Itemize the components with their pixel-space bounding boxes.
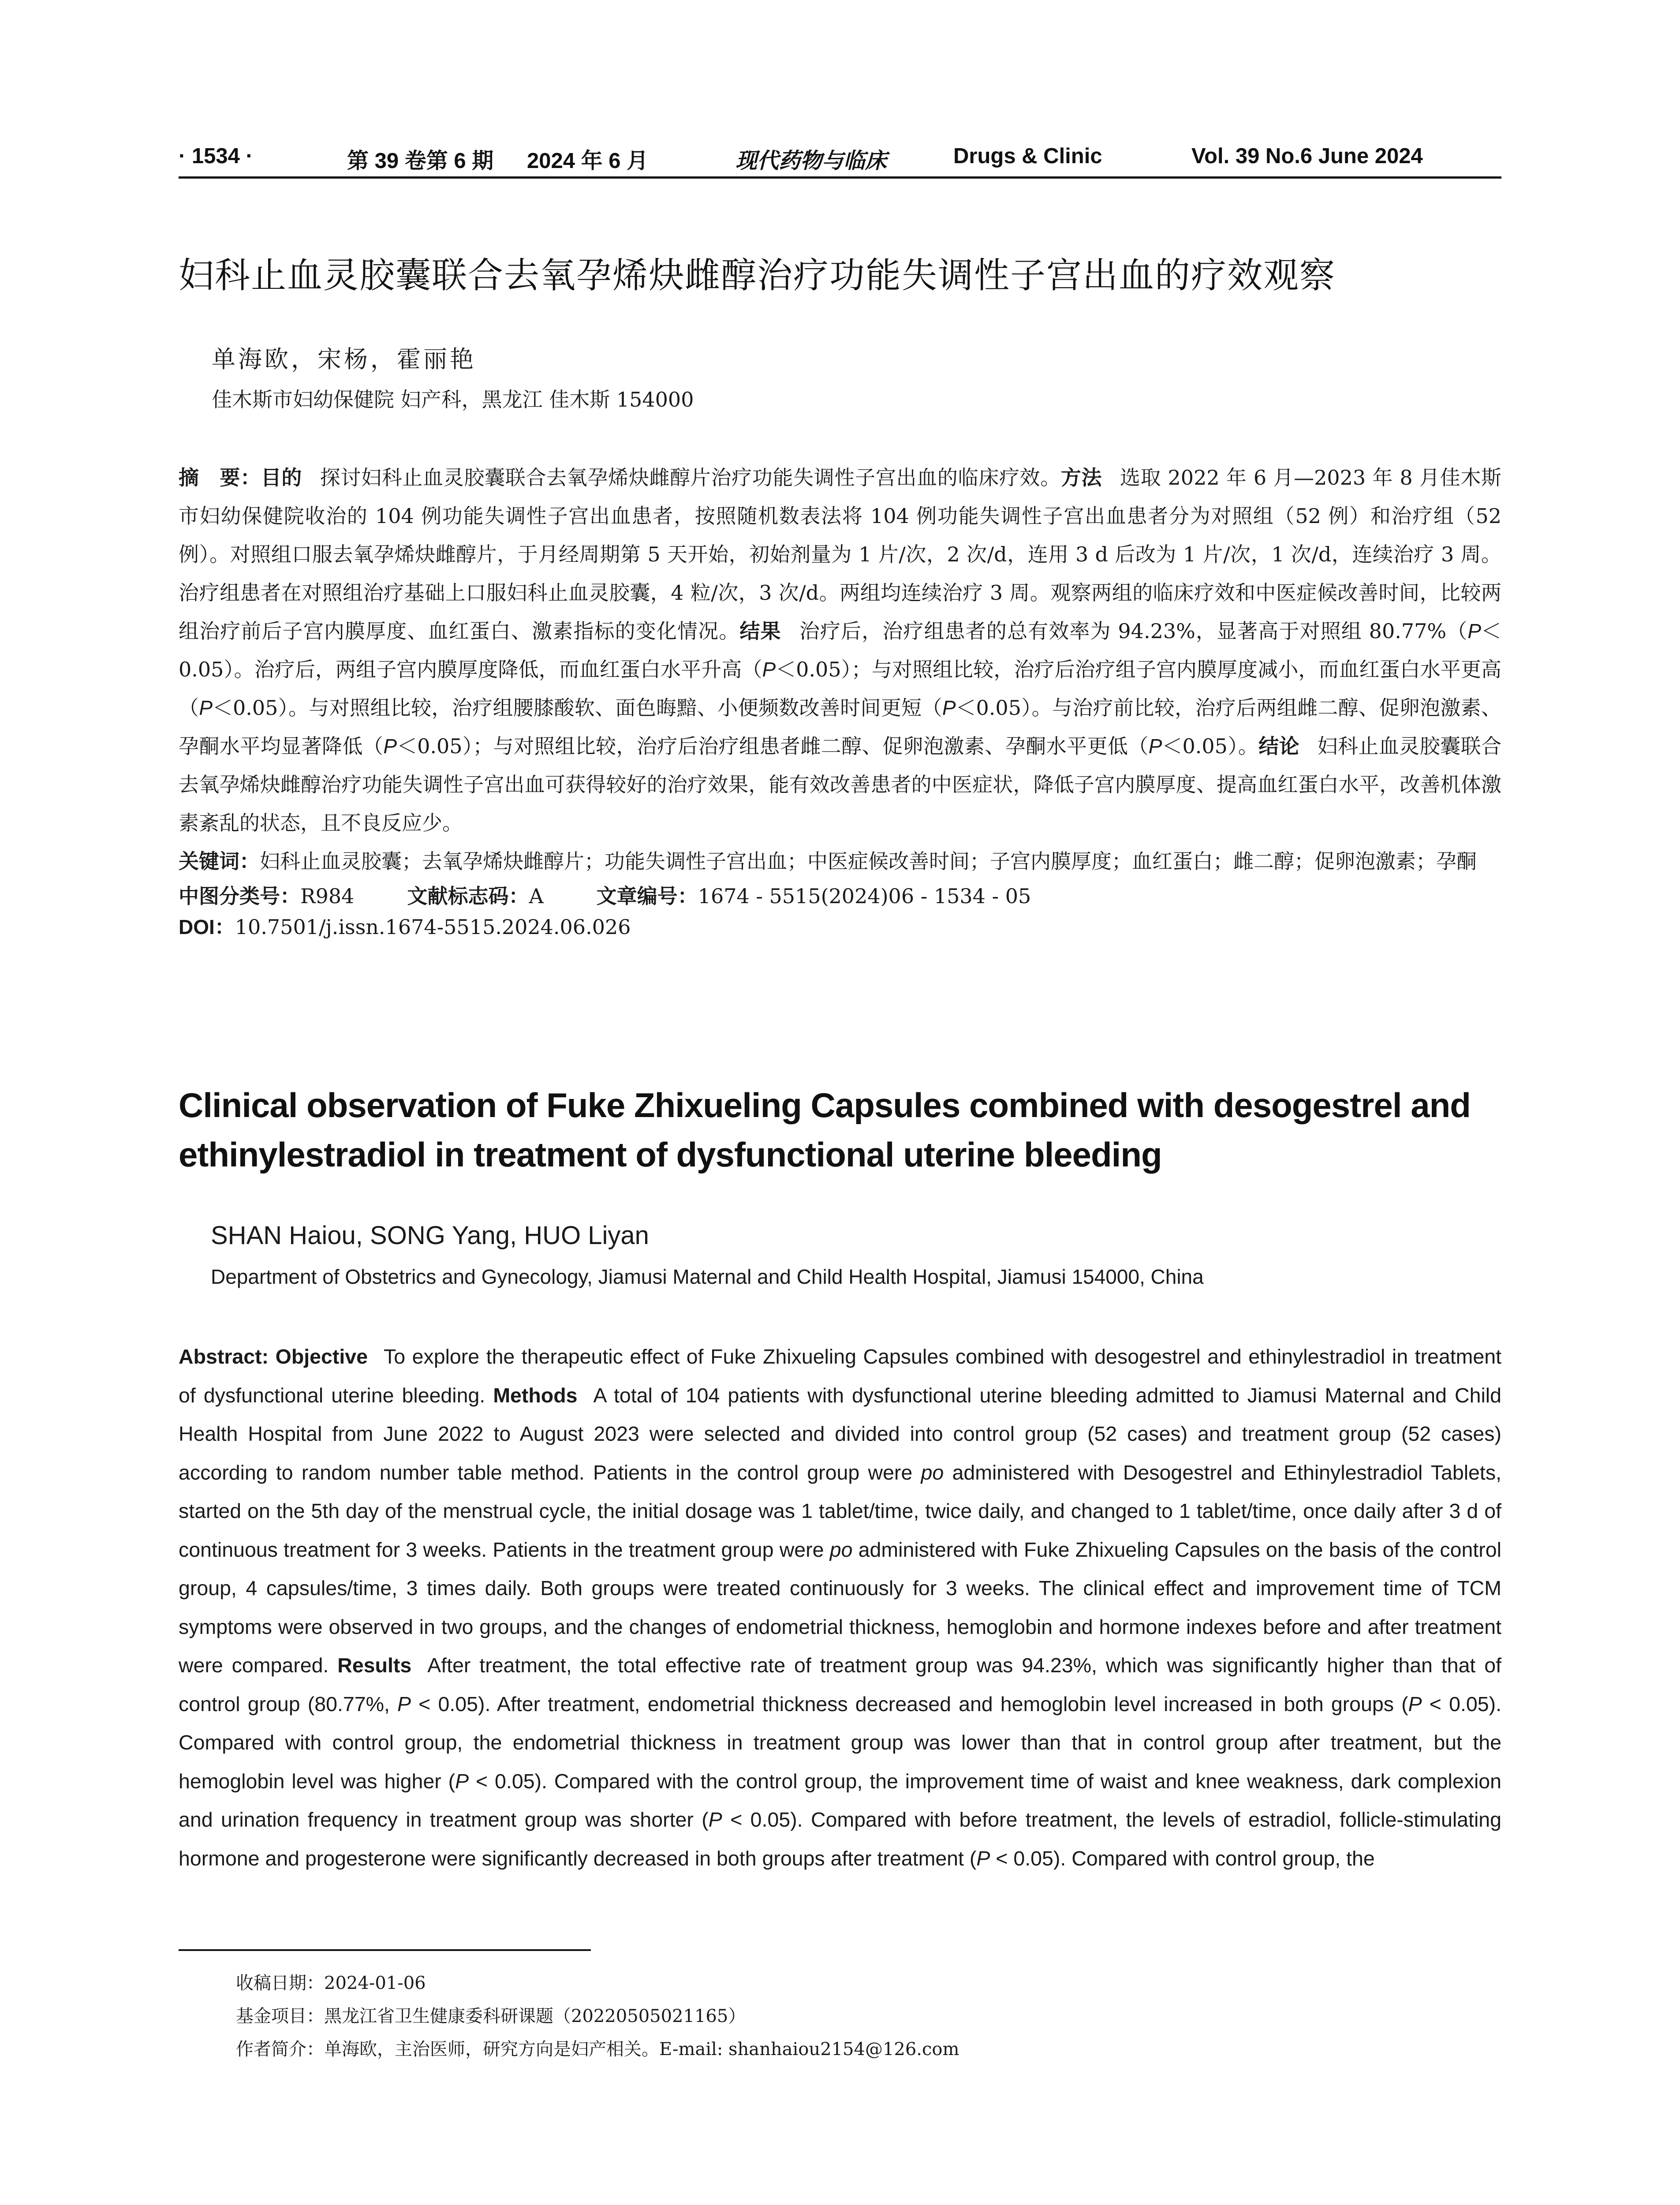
author-bio-label: 作者简介：	[236, 2040, 324, 2059]
objective-text-cn: 探讨妇科止血灵胶囊联合去氧孕烯炔雌醇片治疗功能失调性子宫出血的临床疗效。	[320, 466, 1061, 490]
authors-en: SHAN Haiou, SONG Yang, HUO Liyan	[211, 1221, 649, 1250]
abstract-label-en: Abstract:	[179, 1345, 269, 1368]
clc-value: R984	[300, 884, 355, 908]
keywords-text-cn: 妇科止血灵胶囊；去氧孕烯炔雌醇片；功能失调性子宫出血；中医症候改善时间；子宫内膜厚度；血红蛋白；雌二醇；促卵泡激素；孕酮	[260, 849, 1477, 873]
abstract-label-cn: 摘 要：	[179, 466, 261, 489]
doi-line	[179, 912, 1501, 942]
results-text-en: After treatment, the total effective rate of treatment group was 94.23%, which was significantly higher than that of control group (80.77%, P < 0.05). After treatment, endometrial thickness decreased and hemoglobin level increased in both groups (P < 0.05). Compared with control group, the endometrial thickness in treatment group was lower than that in control group after treatment, but the hemoglobin level was higher (P < 0.05). Compared with the control group, the improvement time of waist and knee weakness, dark complexion and urination frequency in treatment group was shorter (P < 0.05). Compared with before treatment, the levels of estradiol, follicle-stimulating hormone and progesterone were significantly decreased in both groups after treatment (P < 0.05). Compared with control group, the	[179, 1654, 1502, 1870]
received-label: 收稿日期：	[236, 1973, 324, 1993]
journal-name-cn: 现代药物与临床	[735, 148, 887, 173]
date-cn: 2024 年 6 月	[527, 149, 649, 173]
clc-label: 中图分类号：	[179, 885, 300, 908]
methods-text-en: A total of 104 patients with dysfunctional uterine bleeding admitted to Jiamusi Maternal and Child Health Hospital from June 2022 to August 2023 were selected and divided into control group (52 cases) and treatment group (52 cases) according to random number table method. Patients in the control group were po administered with Desogestrel and Ethinylestradiol Tablets, started on the 5th day of the menstrual cycle, the initial dosage was 1 tablet/time, twice daily, and changed to 1 tablet/time, once daily after 3 d of continuous treatment for 3 weeks. Patients in the treatment group were po administered with Fuke Zhixueling Capsules on the basis of the control group, 4 capsules/time, 3 times daily. Both groups were treated continuously for 3 weeks. The clinical effect and improvement time of TCM symptoms were observed in two groups, and the changes of endometrial thickness, hemoglobin and hormone indexes before and after treatment were compared.	[179, 1383, 1501, 1677]
header-rule	[179, 176, 1501, 179]
methods-label-cn: 方法	[1060, 466, 1102, 489]
author-bio	[236, 2033, 959, 2066]
abstract-cn-body	[179, 459, 1501, 842]
fund-value: 黑龙江省卫生健康委科研课题（20220505021165）	[324, 2006, 746, 2026]
results-text-cn: 治疗后，治疗组患者的总有效率为 94.23%，显著高于对照组 80.77%（P＜0.05）。治疗后，两组子宫内膜厚度降低，而血红蛋白水平升高（P＜0.05）；与对照组比较，治疗后治疗组子宫内膜厚度减小，而血红蛋白水平更高（P＜0.05）。与对照组比较，治疗组腰膝酸软、面色晦黯、小便频数改善时间更短（P＜0.05）。与治疗前比较，治疗后两组雌二醇、促卵泡激素、孕酮水平均显著降低（P＜0.05）；与对照组比较，治疗后治疗组患者雌二醇、促卵泡激素、孕酮水平更低（P＜0.05）。	[179, 619, 1502, 758]
fund-project	[236, 2000, 959, 2033]
fund-label: 基金项目：	[236, 2007, 324, 2026]
keywords-label-cn: 关键词：	[179, 850, 260, 873]
page-number: · 1534 ·	[179, 144, 253, 168]
methods-label-en: Methods	[493, 1383, 578, 1407]
keywords-cn	[179, 842, 1501, 881]
doi-label: DOI：	[179, 916, 235, 938]
affiliation-cn: 佳木斯市妇幼保健院 妇产科，黑龙江 佳木斯 154000	[212, 388, 694, 411]
objective-label-cn: 目的	[261, 466, 302, 489]
objective-text-en: To explore the therapeutic effect of Fuke Zhixueling Capsules combined with desogestrel and ethinylestradiol in treatment of dysfunctional uterine bleeding.	[179, 1345, 1502, 1407]
article-no-label: 文章编号：	[596, 885, 698, 908]
abstract-en	[179, 1338, 1501, 1878]
classification-line	[179, 881, 1501, 912]
conclusion-text-cn: 妇科止血灵胶囊联合去氧孕烯炔雌醇治疗功能失调性子宫出血可获得较好的治疗效果，能有效改善患者的中医症状，降低子宫内膜厚度、提高血红蛋白水平，改善机体激素紊乱的状态，且不良反应少。	[179, 734, 1502, 835]
article-title-en: Clinical observation of Fuke Zhixueling Capsules combined with desogestrel and ethinylestradiol in treatment of dysfunctional uterine bleeding	[179, 1086, 1471, 1174]
received-value: 2024-01-06	[324, 1973, 426, 1993]
affiliation-en: Department of Obstetrics and Gynecology, Jiamusi Maternal and Child Health Hospital, Jiamusi 154000, China	[211, 1265, 1204, 1288]
article-title-cn: 妇科止血灵胶囊联合去氧孕烯炔雌醇治疗功能失调性子宫出血的疗效观察	[179, 255, 1336, 296]
footnote-rule	[179, 1949, 591, 1951]
results-label-en: Results	[337, 1654, 412, 1677]
doc-code-value: A	[529, 884, 544, 908]
running-header	[179, 140, 1501, 176]
article-no-value: 1674 - 5515(2024)06 - 1534 - 05	[698, 884, 1031, 908]
author-bio-value: 单海欧，主治医师，研究方向是妇产相关。E-mail: shanhaiou2154@126.com	[324, 2039, 959, 2059]
doc-code-label: 文献标志码：	[407, 885, 529, 908]
authors-cn: 单海欧，宋杨，霍丽艳	[212, 345, 476, 373]
footnotes	[236, 1967, 959, 2066]
abstract-cn	[179, 459, 1501, 942]
volume-issue-cn: 第 39 卷第 6 期	[347, 149, 494, 173]
results-label-cn: 结果	[739, 620, 781, 643]
methods-text-cn: 选取 2022 年 6 月—2023 年 8 月佳木斯市妇幼保健院收治的 104 例功能失调性子宫出血患者，按照随机数表法将 104 例功能失调性子宫出血患者分为对照组（52 例）和治疗组（52 例）。对照组口服去氧孕烯炔雌醇片，于月经周期第 5 天开始，初始剂量为 1 片/次，2 次/d，连用 3 d 后改为 1 片/次，1 次/d，连续治疗 3 周。治疗组患者在对照组治疗基础上口服妇科止血灵胶囊，4 粒/次，3 次/d。两组均连续治疗 3 周。观察两组的临床疗效和中医症候改善时间，比较两组治疗前后子宫内膜厚度、血红蛋白、激素指标的变化情况。	[179, 466, 1502, 643]
received-date	[236, 1967, 959, 2000]
conclusion-label-cn: 结论	[1258, 735, 1300, 758]
volume-issue-en: Vol. 39 No.6 June 2024	[1191, 144, 1423, 168]
journal-name-en: Drugs & Clinic	[953, 144, 1102, 168]
doi-value: 10.7501/j.issn.1674-5515.2024.06.026	[235, 915, 631, 939]
objective-label-en: Objective	[275, 1345, 368, 1368]
